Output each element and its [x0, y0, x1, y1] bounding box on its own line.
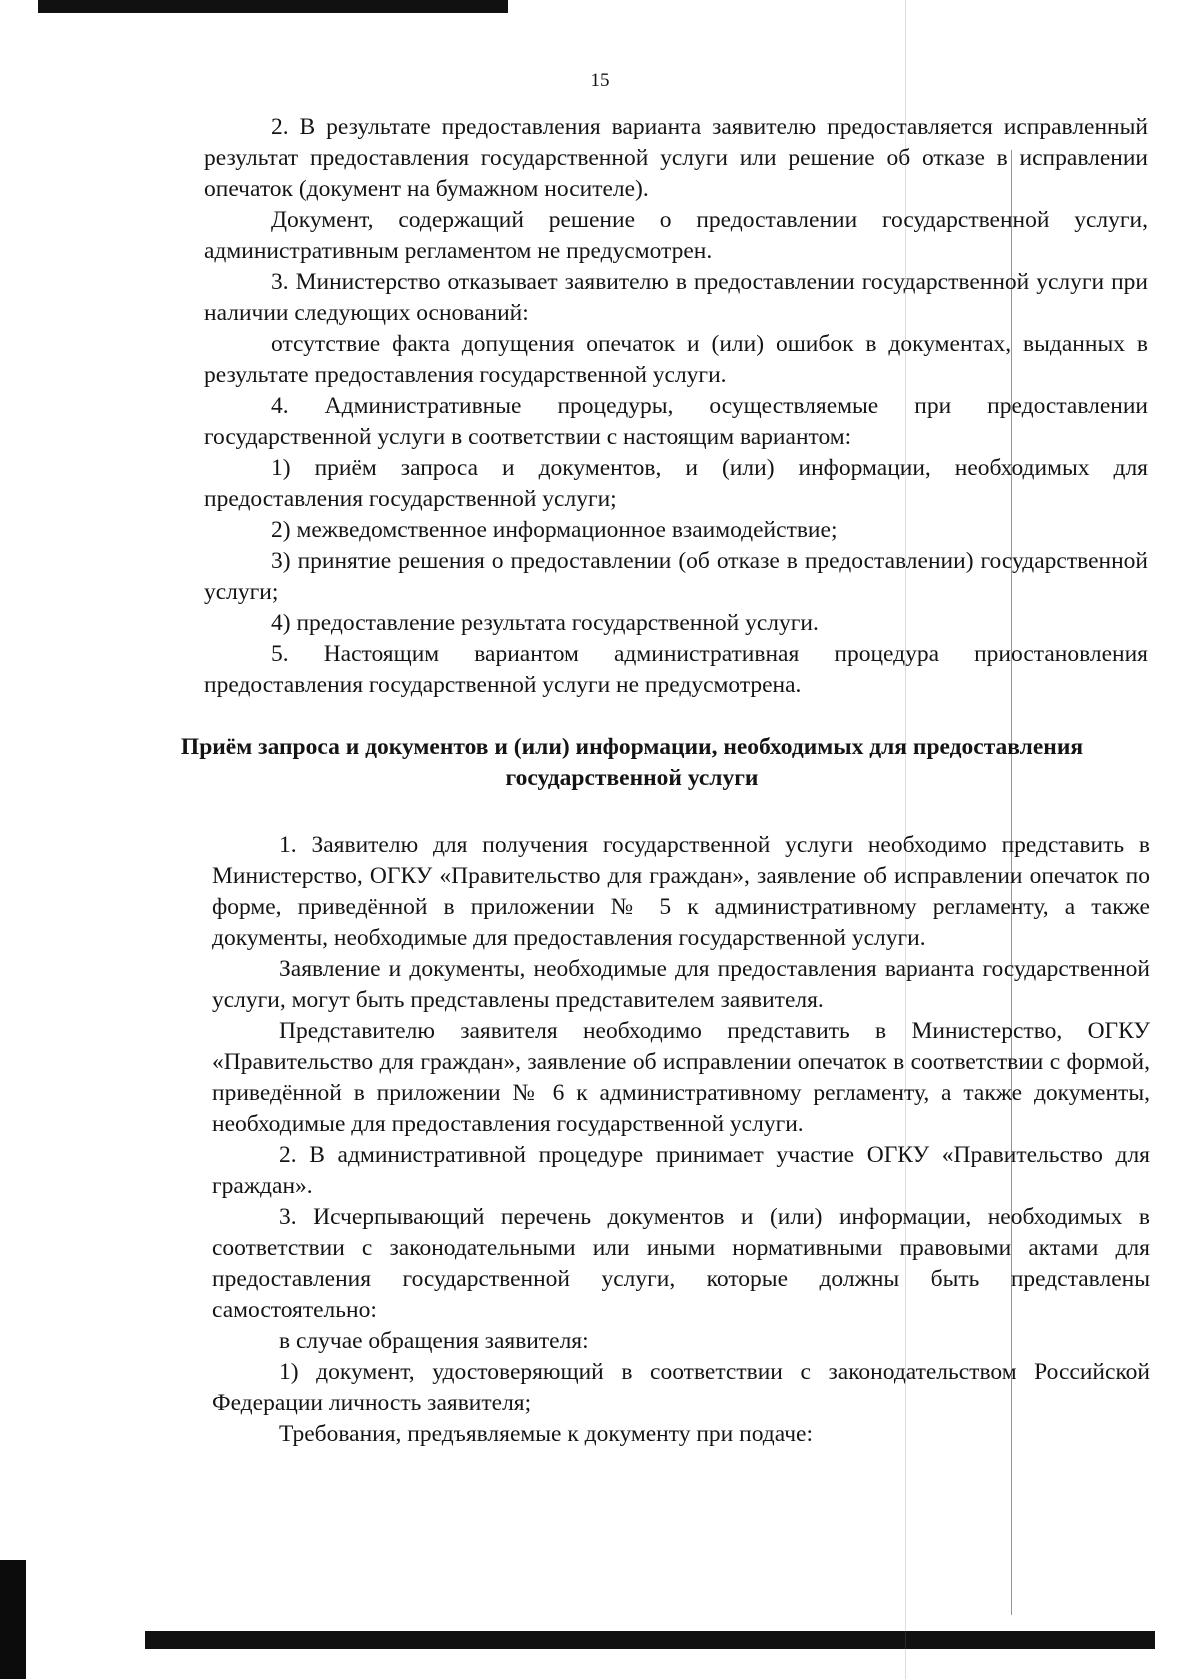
paragraph: 1. Заявителю для получения государственной услуги необходимо представить в Министерство, ОГКУ «Правительство для граждан», заявление об исправлении опечаток по форме, приведённой в приложении № 5 к административному регламенту, а также документы, необходимые для предоставления государственной услуги.: [212, 832, 1150, 951]
paragraph: Представителю заявителя необходимо представить в Министерство, ОГКУ «Правительство для граждан», заявление об исправлении опечаток в соответствии с формой, приведённой в приложении № 6 к административному регламенту, а также документы, необходимые для предоставления государственной услуги.: [212, 1018, 1150, 1137]
paragraph: 5. Настоящим вариантом административная процедура приостановления предоставления государственной услуги не предусмотрена.: [204, 641, 1148, 698]
paragraph: 1) документ, удостоверяющий в соответствии с законодательством Российской Федерации личность заявителя;: [212, 1359, 1150, 1416]
paragraph: Требования, предъявляемые к документу при подаче:: [279, 1421, 813, 1447]
paragraph: 4. Административные процедуры, осуществляемые при предоставлении государственной услуги в соответствии с настоящим вариантом:: [204, 393, 1148, 450]
paragraph: 3) принятие решения о предоставлении (об отказе в предоставлении) государственной услуги;: [204, 548, 1148, 605]
scan-edge-top: [38, 0, 508, 13]
section-heading: Приём запроса и документов и (или) информации, необходимых для предоставления государственной услуги: [180, 734, 1084, 791]
paragraph: 3. Министерство отказывает заявителю в предоставлении государственной услуги при наличии следующих оснований:: [204, 269, 1148, 326]
scan-edge-left: [0, 1560, 26, 1679]
paragraph: Документ, содержащий решение о предоставлении государственной услуги, административным регламентом не предусмотрен.: [204, 207, 1148, 264]
paragraph: 4) предоставление результата государственной услуги.: [271, 610, 819, 636]
page-number: 15: [590, 70, 610, 91]
section-b: [212, 830, 1150, 1450]
paragraph: 2) межведомственное информационное взаимодействие;: [271, 517, 838, 543]
paragraph: в случае обращения заявителя:: [279, 1328, 589, 1354]
section-a: [204, 112, 1148, 701]
paragraph: 1) приём запроса и документов, и (или) информации, необходимых для предоставления государственной услуги;: [204, 455, 1148, 512]
paragraph: отсутствие факта допущения опечаток и (или) ошибок в документах, выданных в результате предоставления государственной услуги.: [204, 331, 1148, 388]
paragraph: Заявление и документы, необходимые для предоставления варианта государственной услуги, могут быть представлены представителем заявителя.: [212, 956, 1150, 1013]
scan-edge-bottom: [145, 1631, 1155, 1649]
paragraph: 2. В административной процедуре принимает участие ОГКУ «Правительство для граждан».: [212, 1142, 1150, 1199]
paragraph: 3. Исчерпывающий перечень документов и (или) информации, необходимых в соответствии с законодательными или иными нормативными правовыми актами для предоставления государственной услуги, которые должны быть представлены самостоятельно:: [212, 1204, 1150, 1323]
paragraph: 2. В результате предоставления варианта заявителю предоставляется исправленный результат предоставления государственной услуги или решение об отказе в исправлении опечаток (документ на бумажном носителе).: [204, 114, 1148, 202]
